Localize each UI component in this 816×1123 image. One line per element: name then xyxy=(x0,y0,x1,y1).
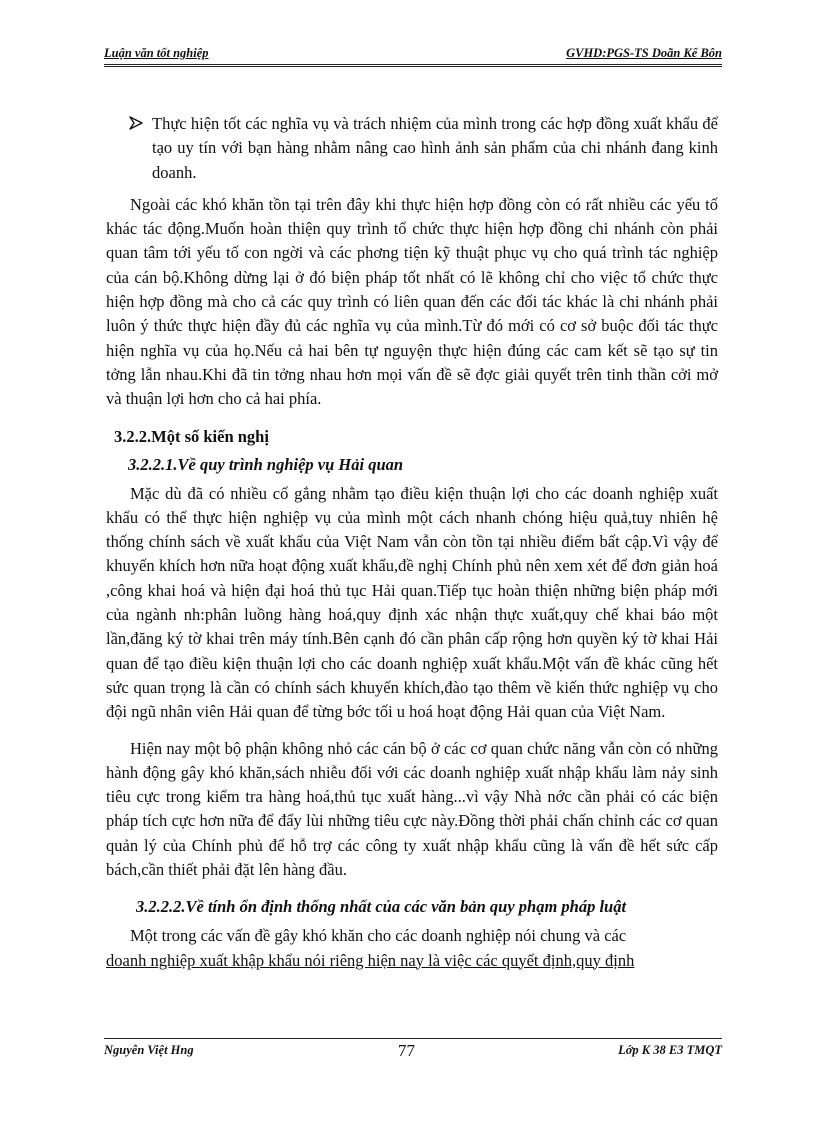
paragraph-2: Mặc dù đã có nhiều cố gắng nhằm tạo điều kiện thuận lợi cho các doanh nghiệp xuất khẩu có thể thực hiện nghiệp vụ của mình một cách nhanh chóng hiệu quả,tuy nhiên hệ thống chính sách về xuất khẩu của Việt Nam vẫn còn tồn tại nhiều điểm bất cập.Vì vậy để khuyến khích hơn nữa hoạt động xuất khẩu,đề nghị Chính phủ nên xem xét để đơn giản hoá ,công khai hoá và hiện đại hoá thủ tục Hải quan.Tiếp tục hoàn thiện những biện pháp mới của ngành nh:phân luồng hàng hoá,quy định xác nhận thực xuất,quy chế khai báo một lần,đăng ký tờ khai trên máy tính.Bên cạnh đó cần phân cấp rộng hơn quyền ký tờ khai Hải quan để tạo điều kiện thuận lợi cho các doanh nghiệp xuất khẩu.Một vấn đề khác cũng hết sức quan trọng là cần có chính sách khuyến khích,đào tạo thêm về kiến thức nghiệp vụ cho đội ngũ nhân viên Hải quan để từng bớc tối u hoá hoạt động Hải quan của Việt Nam. xyxy=(106,483,718,722)
header-thesis-label: Luận văn tốt nghiệp xyxy=(104,46,209,60)
bullet-text: Thực hiện tốt các nghĩa vụ và trách nhiệm của mình trong các hợp đồng xuất khẩu để tạo uy tín với bạn hàng nhằm nâng cao hình ảnh sản phẩm của chi nhánh đang kinh doanh. xyxy=(152,114,718,182)
paragraph-3: Hiện nay một bộ phận không nhỏ các cán bộ ở các cơ quan chức năng vẫn còn có những hành động gây khó khăn,sách nhiễu đối với các doanh nghiệp xuất nhập khẩu làm nảy sinh tiêu cực trong kiểm tra hàng hoá,thủ tục xuất hàng...vì vậy Nhà nớc cần phải có các biện pháp tích cực hơn nữa để đẩy lùi những tiêu cực này.Đồng thời phải chấn chỉnh các cơ quan quản lý của Chính phủ để hỗ trợ các công ty xuất nhập khẩu cũng là vấn đề hết sức cấp bách,cần thiết phải đặt lên hàng đầu. xyxy=(106,738,718,880)
footer-author: Nguyễn Việt Hng xyxy=(104,1043,194,1057)
paragraph-4-line-2: doanh nghiệp xuất khập khẩu nói riêng hiện nay là việc các quyết định,quy định xyxy=(106,950,635,970)
paragraph-gap xyxy=(106,725,718,737)
paragraph-1: Ngoài các khó khăn tồn tại trên đây khi thực hiện hợp đồng còn có rất nhiều các yếu tố khác tác động.Muốn hoàn thiện quy trình tổ chức thực hiện hợp đồng chi nhánh còn phải quan tâm tới yếu tố con ngời và các phơng tiện kỹ thuật phục vụ cho quá trình tác nghiệp của cán bộ.Không dừng lại ở đó biện pháp tốt nhất có lẽ không chỉ cho việc tổ chức thực hiện hợp đồng mà cho cả các quy trình có liên quan đến các đối tác khác là chi nhánh phải luôn ý thức thực hiện đầy đủ các nghĩa vụ của mình.Từ đó mới có cơ sở buộc đối tác thực hiện nghĩa vụ của họ.Nếu cả hai bên tự nguyện thực hiện đúng các cam kết sẽ tạo sự tin tởng lẫn nhau.Khi đã tin tởng nhau hơn mọi vấn đề sẽ đợc giải quyết trên tinh thần cởi mở và thuận lợi hơn cho cả hai phía. xyxy=(106,194,718,409)
page-footer xyxy=(104,1038,722,1061)
subsection-heading-3-2-2-1: 3.2.2.1.Về quy trình nghiệp vụ Hải quan xyxy=(128,454,404,474)
page-number: 77 xyxy=(398,1041,415,1060)
page-header xyxy=(104,44,722,67)
bullet-item xyxy=(106,112,718,185)
arrow-bullet-icon xyxy=(128,115,144,131)
paragraph-4-line-1: Một trong các vấn đề gây khó khăn cho các doanh nghiệp nói chung và các xyxy=(130,926,627,946)
page-body xyxy=(106,112,718,973)
subsection-heading-3-2-2-2: 3.2.2.2.Về tính ổn định thống nhất của các văn bản quy phạm pháp luật xyxy=(136,897,627,917)
header-advisor-label: GVHD:PGS-TS Doãn Kế Bôn xyxy=(566,46,722,60)
section-heading-3-2-2: 3.2.2.Một số kiến nghị xyxy=(114,426,269,446)
footer-class: Lớp K 38 E3 TMQT xyxy=(618,1043,722,1057)
